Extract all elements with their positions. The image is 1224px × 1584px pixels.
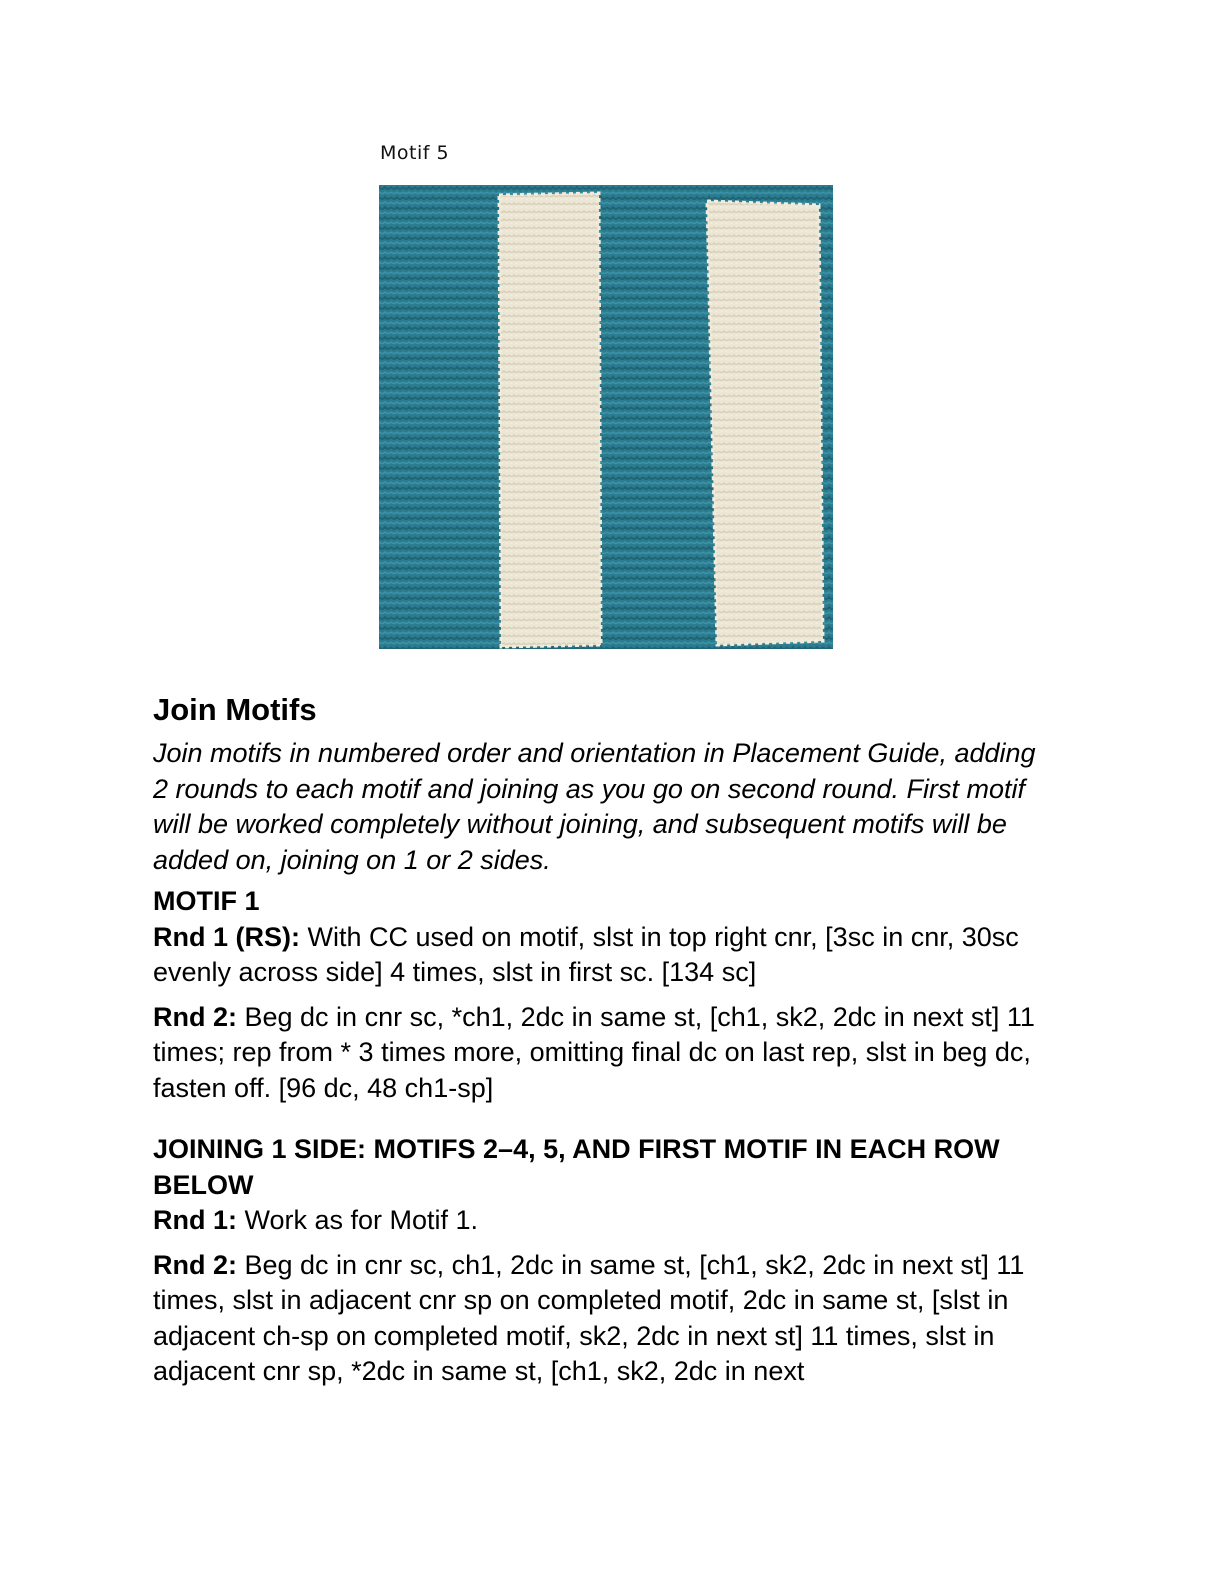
cream-stripe-right	[707, 201, 823, 645]
motif-1-round-2	[153, 1000, 1053, 1107]
round-label: Rnd 1 (RS):	[153, 921, 300, 952]
joining-1-side-heading: JOINING 1 SIDE: MOTIFS 2–4, 5, AND FIRST MOTIF IN EACH ROW BELOW	[153, 1134, 1000, 1200]
round-label: Rnd 1:	[153, 1205, 237, 1235]
cream-stripe-left	[499, 193, 601, 647]
joining-1-round-2	[153, 1248, 1053, 1390]
round-instructions: Work as for Motif 1.	[237, 1205, 479, 1235]
round-instructions: With CC used on motif, slst in top right cnr, [3sc in cnr, 30sc evenly across side] 4 times, slst in first sc. [134 sc]	[153, 921, 1019, 987]
round-label: Rnd 2:	[153, 1249, 237, 1280]
figure-caption: Motif 5	[380, 142, 450, 164]
joining-1-round-1	[153, 1203, 1053, 1239]
join-motifs-section	[153, 688, 1053, 1390]
motif-5-swatch-image	[379, 185, 833, 649]
motif-1-heading: MOTIF 1	[153, 886, 260, 916]
round-instructions: Beg dc in cnr sc, ch1, 2dc in same st, [ch1, sk2, 2dc in next st] 11 times, slst in adjacent cnr sp on completed motif, 2dc in same st, [slst in adjacent ch-sp on completed motif, sk2, 2dc in next st] 11 times, slst in adjacent cnr sp, *2dc in same st, [ch1, sk2, 2dc in next	[153, 1249, 1025, 1386]
motif-1-round-1	[153, 920, 1053, 991]
section-intro: Join motifs in numbered order and orientation in Placement Guide, adding 2 rounds to each motif and joining as you go on second round. First motif will be worked completely without joining, and subsequent motifs will be added on, joining on 1 or 2 sides.	[153, 738, 1036, 875]
round-label: Rnd 2:	[153, 1001, 237, 1032]
round-instructions: Beg dc in cnr sc, *ch1, 2dc in same st, [ch1, sk2, 2dc in next st] 11 times; rep from * 3 times more, omitting final dc on last rep, slst in beg dc, fasten off. [96 dc, 48 ch1-sp]	[153, 1001, 1035, 1103]
section-title: Join Motifs	[153, 692, 317, 727]
